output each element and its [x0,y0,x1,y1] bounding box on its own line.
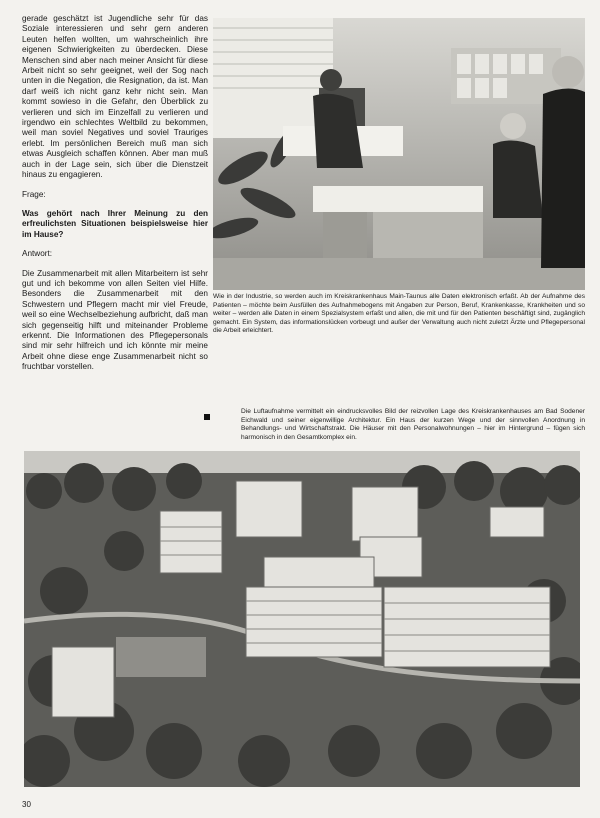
question-text: Was gehört nach Ihrer Meinung zu den erfreulichsten Situationen beispielsweise hier im Hause? [22,208,208,239]
page-number: 30 [22,800,31,809]
interview-text-column [22,14,208,382]
office-photo-caption: Wie in der Industrie, so werden auch im Kreiskrankenhaus Main-Taunus alle Daten elektronisch erfaßt. Ab der Aufnahme des Patienten – möchte beim Ausfüllen des Aufnahmebogens mit Angaben zur Person, Beruf, Krankenkasse, Krankheiten und so weiter – werden alle Daten in einem Spezialsystem erfaßt und allen, die mit und für den Patienten beschäftigt sind, zugänglich gemacht. Ein System, das informationslücken vorbeugt und außer der Verwaltung auch nicht zuletzt Ärzte und Pflegepersonal die Arbeit erleichtert. [213,293,585,335]
aerial-photo-caption: Die Luftaufnahme vermittelt ein eindrucksvolles Bild der reizvollen Lage des Kreiskrankenhauses am Bad Sodener Eichwald und seiner eigenwillige Architektur. Ein Haus der kurzen Wege und der sinnvollen Anordnung in Behandlungs- und Wirtschaftstrakt. Die Häuser mit den Personalwohnungen – hier im Hintergrund – fügen sich harmonisch in den Gesamtkomplex ein. [241,408,585,441]
answer-text: Die Zusammenarbeit mit allen Mitarbeitern ist sehr gut und ich bekomme von allen Seiten viel Hilfe. Besonders die Zusammenarbeit mit den Schwestern und Pflegern macht mir viel Freude, weil so eine Wechselbeziehung aufbricht, daß man sich gegenseitig hilft und miteinander Probleme erkennt. Die Informationen des Pflegepersonals sind mir sehr hilfreich und ich könnte mir meine Arbeit ohne diese enge Zusammenarbeit nicht so fruchtbar vorstellen. [22,268,208,372]
question-label: Frage: [22,189,46,199]
aerial-hospital-photo [24,451,580,787]
answer-label: Antwort: [22,249,53,259]
interview-paragraph: gerade geschätzt ist Jugendliche sehr für das Soziale interessieren und sehr gern anderen Leuten helfen wollten, um wahrscheinlich ihre eigenen Schwierigkeiten zu überdecken. Diese Menschen sind aber nach meiner Ansicht für diese Arbeit nicht so sehr geeignet, weil der Sog nach unten in die Negation, die Resignation, da ist. Man darf weiß ich nicht ganz kehr nicht sein. Man kommt sowieso in die Gefahr, den Überblick zu verlieren und sich im Einzelfall zu verlieren und irgendwo ein schlechtes Weltbild zu bekommen, weil man soviel Negatives und soviel Trauriges erlebt. Im persönlichen Bereich muß man sich etwas Ausgleich schaffen können. Aber man muß auch in der Lage sein, sich über die Dienstzeit hinaus zu engagieren. [22,14,208,180]
end-of-article-mark [204,414,210,420]
office-photo [213,18,585,290]
